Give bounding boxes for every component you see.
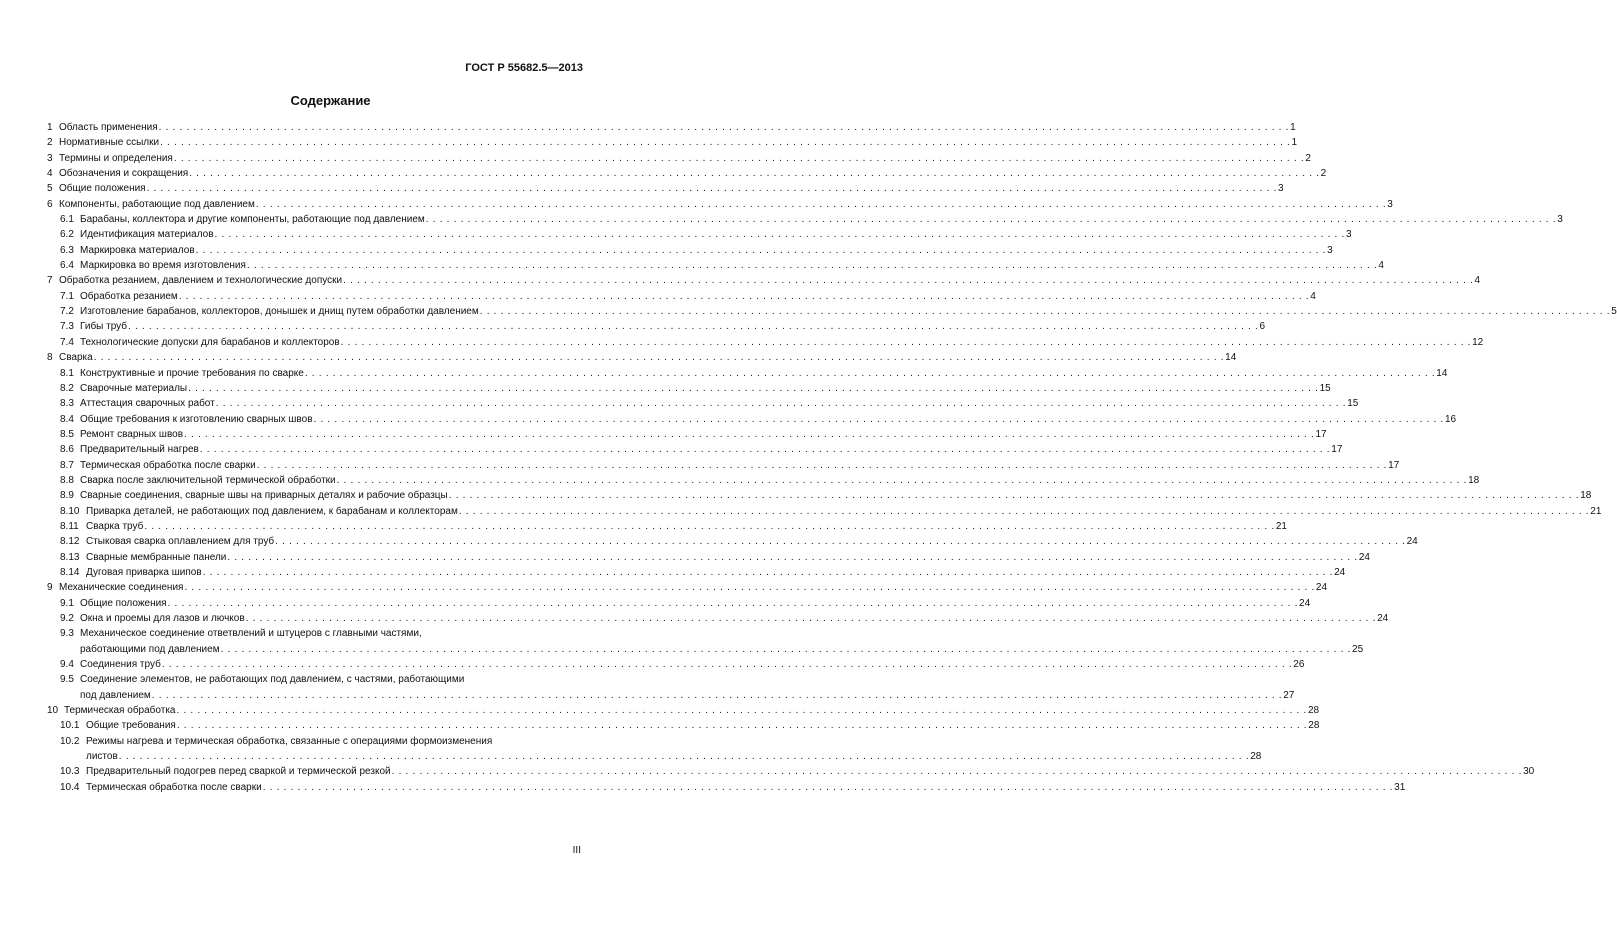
toc-entry-title: Термическая обработка после сварки [80, 459, 256, 471]
toc-entry[interactable] [47, 596, 1311, 611]
toc-entry-number: 10.1 [60, 720, 80, 732]
toc-entry[interactable] [47, 611, 1389, 626]
dot-leader [147, 181, 1277, 196]
toc-entry[interactable] [47, 626, 1364, 657]
toc-entry[interactable] [47, 565, 1346, 580]
toc-entry-title: Дуговая приварка шипов [86, 566, 202, 578]
toc-entry-page: 24 [1299, 597, 1311, 609]
dot-leader [459, 504, 1589, 519]
dot-leader [203, 565, 1333, 580]
toc-entry-title: Обработка резанием [80, 290, 178, 302]
dot-leader [257, 458, 1387, 473]
toc-entry[interactable] [47, 120, 1296, 135]
toc-entry-number: 9.2 [60, 613, 74, 624]
dot-leader [314, 412, 1444, 427]
dot-leader [184, 427, 1314, 442]
toc-entry-page: 3 [1327, 244, 1333, 256]
toc-entry-title: Окна и проемы для лазов и лючков [80, 613, 245, 624]
toc-entry-number: 8.10 [60, 505, 80, 517]
toc-entry[interactable] [47, 335, 1484, 350]
dot-leader [119, 749, 1249, 764]
toc-entry-page: 28 [1250, 751, 1262, 763]
toc-entry-title: Термины и определения [59, 152, 173, 164]
dot-leader [215, 227, 1345, 242]
toc-entry-page: 30 [1523, 766, 1535, 778]
toc-entry-number: 8.11 [60, 520, 79, 532]
toc-entry-number: 8.14 [60, 566, 80, 578]
dot-leader [176, 703, 1306, 718]
toc-entry-number: 9.4 [60, 659, 74, 671]
toc-entry-number: 10.3 [60, 766, 80, 778]
toc-entry-number: 10.4 [60, 781, 80, 793]
toc-entry-number: 7.1 [60, 290, 74, 302]
toc-entry-title: Сварные соединения, сварные швы на приварных деталях и рабочие образцы [80, 490, 448, 502]
toc-entry[interactable] [47, 504, 1602, 519]
toc-entry-title: Предварительный подогрев перед сваркой и термической резкой [86, 766, 391, 778]
toc-entry-number: 8.8 [60, 474, 74, 486]
toc-entry-title-continued: листов [86, 751, 118, 763]
toc-entry-title: Механические соединения [59, 582, 184, 594]
toc-entry-page: 24 [1334, 566, 1346, 578]
dot-leader [174, 151, 1304, 166]
toc-entry-title: Сварка [59, 352, 93, 364]
dot-leader [189, 166, 1319, 181]
toc-entry-title: Конструктивные и прочие требования по сварке [80, 367, 304, 379]
toc-entry-number: 7 [47, 275, 53, 287]
toc-entry-title: Гибы труб [80, 321, 128, 333]
table-of-contents [47, 120, 1617, 795]
toc-entry-number: 1 [47, 122, 53, 133]
toc-entry-number: 6 [47, 198, 53, 210]
toc-entry[interactable] [47, 181, 1284, 196]
toc-entry[interactable] [47, 672, 1295, 703]
toc-entry[interactable] [47, 212, 1563, 227]
dot-leader [159, 120, 1289, 135]
toc-entry[interactable] [47, 151, 1311, 166]
toc-entry-page: 5 [1611, 306, 1617, 318]
toc-entry-title: Соединение элементов, не работающих под давлением, с частями, работающими [80, 674, 465, 686]
toc-entry-number: 8.13 [60, 551, 80, 563]
toc-entry-title: Барабаны, коллектора и другие компоненты, работающие под давлением [80, 214, 425, 226]
toc-entry-title: Сварка труб [86, 520, 144, 532]
toc-entry-page: 25 [1352, 643, 1364, 655]
toc-entry-number: 5 [47, 183, 53, 195]
toc-entry-title-continued: работающими под давлением [80, 643, 220, 655]
toc-entry-title: Стыковая сварка оплавлением для труб [86, 536, 275, 548]
toc-entry-page: 3 [1278, 183, 1284, 195]
toc-entry-number: 7.2 [60, 306, 74, 318]
toc-entry-title: Предварительный нагрев [80, 444, 199, 456]
toc-entry-title: Общие положения [59, 183, 146, 195]
toc-entry-page: 18 [1468, 474, 1480, 486]
toc-entry[interactable] [47, 734, 1262, 765]
dot-leader [263, 780, 1393, 795]
toc-entry-number: 7.3 [60, 321, 74, 333]
toc-entry-page: 27 [1283, 689, 1295, 701]
toc-entry-page: 21 [1590, 505, 1602, 517]
dot-leader [275, 534, 1405, 549]
toc-entry[interactable] [47, 243, 1333, 258]
toc-entry-page: 4 [1378, 260, 1384, 272]
toc-entry-page: 18 [1580, 490, 1592, 502]
toc-entry[interactable] [47, 166, 1327, 181]
dot-leader [305, 366, 1435, 381]
toc-entry-page: 28 [1308, 720, 1320, 732]
toc-entry-title: Компоненты, работающие под давлением [59, 198, 255, 210]
toc-entry-number: 7.4 [60, 336, 74, 348]
dot-leader [337, 473, 1467, 488]
dot-leader [188, 381, 1318, 396]
toc-entry-number: 8.5 [60, 428, 74, 440]
toc-entry-title: Приварка деталей, не работающих под давлением, к барабанам и коллекторам [86, 505, 458, 517]
toc-entry-title: Маркировка материалов [80, 244, 195, 256]
toc-entry-page: 26 [1293, 659, 1305, 671]
dot-leader [160, 135, 1290, 150]
toc-entry-title: Обозначения и сокращения [59, 168, 189, 180]
toc-entry-title: Соединения труб [80, 659, 161, 671]
toc-entry[interactable] [47, 534, 1418, 549]
toc-entry[interactable] [47, 550, 1370, 565]
toc-entry[interactable] [47, 473, 1480, 488]
toc-entry-page: 17 [1388, 459, 1400, 471]
toc-entry-page: 14 [1225, 352, 1237, 364]
toc-entry-title: Маркировка во время изготовления [80, 260, 246, 272]
toc-entry[interactable] [47, 135, 1298, 150]
toc-entry-title: Сварка после заключительной термической обработки [80, 474, 336, 486]
page-number: III [572, 845, 581, 856]
toc-entry[interactable] [47, 366, 1448, 381]
toc-entry-page: 1 [1290, 122, 1296, 133]
toc-title: Содержание [290, 93, 371, 108]
toc-entry[interactable] [47, 273, 1481, 288]
toc-entry-number: 8.9 [60, 490, 74, 502]
toc-entry-page: 1 [1291, 137, 1298, 149]
toc-entry[interactable] [47, 764, 1535, 779]
dot-leader [168, 596, 1298, 611]
toc-entry-number: 6.1 [60, 214, 74, 226]
toc-entry-number: 10 [47, 705, 59, 717]
dot-leader [179, 289, 1309, 304]
dot-leader [256, 197, 1386, 212]
toc-entry-number: 8.7 [60, 459, 74, 471]
dot-leader [227, 550, 1357, 565]
toc-entry-number: 9.1 [60, 597, 74, 609]
toc-entry-page: 4 [1310, 290, 1316, 302]
toc-entry-page: 15 [1319, 382, 1331, 394]
toc-entry-number: 8.4 [60, 413, 74, 425]
toc-entry-page: 6 [1259, 321, 1266, 333]
toc-entry-title: Термическая обработка после сварки [86, 781, 262, 793]
toc-entry[interactable] [47, 396, 1359, 411]
toc-entry-page: 21 [1275, 520, 1287, 532]
toc-entry-title: Сварные мембранные панели [86, 551, 227, 563]
toc-entry-page: 3 [1387, 198, 1393, 210]
toc-entry-page: 2 [1305, 152, 1311, 164]
toc-entry-page: 12 [1472, 336, 1484, 348]
toc-entry[interactable] [47, 304, 1617, 319]
dot-leader [392, 764, 1522, 779]
toc-entry-number: 8.6 [60, 444, 74, 456]
toc-entry-number: 3 [47, 152, 53, 164]
toc-entry-title: Термическая обработка [64, 705, 176, 717]
toc-entry-title: Обработка резанием, давлением и технологические допуски [59, 275, 343, 287]
dot-leader [480, 304, 1610, 319]
toc-entry-page: 3 [1345, 229, 1352, 241]
toc-entry-number: 9 [47, 582, 53, 594]
toc-entry-number: 6.3 [60, 244, 74, 256]
toc-entry-page: 24 [1406, 536, 1418, 548]
toc-entry[interactable] [47, 718, 1320, 733]
toc-entry-page: 14 [1436, 367, 1448, 379]
toc-entry-number: 8.3 [60, 398, 74, 410]
toc-entry-page: 28 [1307, 705, 1320, 717]
toc-entry-number: 4 [47, 168, 53, 180]
toc-entry-title: Область применения [59, 122, 158, 133]
toc-entry-title: Общие требования к изготовлению сварных швов [80, 413, 313, 425]
toc-entry-page: 24 [1358, 551, 1370, 563]
dot-leader [216, 396, 1346, 411]
toc-entry-number: 8 [47, 352, 53, 364]
toc-entry[interactable] [47, 412, 1457, 427]
toc-entry-number: 8.2 [60, 382, 74, 394]
toc-entry[interactable] [47, 258, 1384, 273]
toc-entry-page: 17 [1331, 444, 1343, 456]
dot-leader [144, 519, 1274, 534]
toc-entry-page: 15 [1347, 398, 1359, 410]
document-id: ГОСТ Р 55682.5—2013 [465, 62, 583, 74]
dot-leader [184, 580, 1314, 595]
toc-entry[interactable] [47, 381, 1331, 396]
toc-entry-title: Ремонт сварных швов [80, 428, 184, 440]
toc-entry[interactable] [47, 319, 1266, 334]
toc-entry[interactable] [47, 780, 1406, 795]
dot-leader [221, 642, 1351, 657]
toc-entry[interactable] [47, 289, 1316, 304]
toc-entry-page: 2 [1320, 168, 1327, 180]
toc-entry-title: Режимы нагрева и термическая обработка, связанные с операциями формоизменения [86, 735, 493, 747]
toc-entry-number: 9.3 [60, 628, 74, 640]
toc-entry-page: 16 [1444, 413, 1457, 425]
toc-entry[interactable] [47, 519, 1287, 534]
dot-leader [177, 718, 1307, 733]
toc-entry-page: 24 [1315, 582, 1328, 594]
toc-entry-page: 17 [1315, 428, 1327, 440]
dot-leader [343, 273, 1473, 288]
dot-leader [128, 319, 1258, 334]
toc-entry-page: 31 [1394, 781, 1406, 793]
dot-leader [247, 258, 1377, 273]
toc-entry[interactable] [47, 197, 1393, 212]
toc-entry-title: Технологические допуски для барабанов и коллекторов [80, 336, 340, 348]
toc-entry[interactable] [47, 458, 1400, 473]
toc-entry-page: 4 [1474, 275, 1481, 287]
toc-entry-number: 10.2 [60, 735, 80, 747]
toc-entry-title: Общие требования [86, 720, 176, 732]
toc-entry[interactable] [47, 442, 1343, 457]
toc-entry-title: Идентификация материалов [80, 229, 214, 241]
toc-entry-number: 6.2 [60, 229, 74, 241]
toc-entry[interactable] [47, 703, 1320, 718]
toc-entry-number: 2 [47, 137, 53, 149]
toc-entry-title: Механическое соединение ответвлений и штуцеров с главными частями, [80, 628, 422, 640]
dot-leader [94, 350, 1224, 365]
toc-entry-title-continued: под давлением [80, 689, 151, 701]
toc-entry[interactable] [47, 350, 1237, 365]
toc-entry[interactable] [47, 227, 1352, 242]
toc-entry-number: 8.1 [60, 367, 74, 379]
toc-entry[interactable] [47, 427, 1327, 442]
dot-leader [341, 335, 1471, 350]
toc-entry[interactable] [47, 657, 1305, 672]
toc-entry-number: 8.12 [60, 536, 80, 548]
dot-leader [426, 212, 1556, 227]
toc-entry-title: Нормативные ссылки [59, 137, 160, 149]
toc-entry[interactable] [47, 580, 1328, 595]
dot-leader [152, 688, 1282, 703]
toc-entry-page: 3 [1557, 214, 1563, 226]
toc-entry-number: 6.4 [60, 260, 74, 272]
toc-entry-title: Аттестация сварочных работ [80, 398, 215, 410]
toc-entry-page: 24 [1377, 613, 1389, 624]
toc-entry-title: Общие положения [80, 597, 167, 609]
toc-entry-title: Изготовление барабанов, коллекторов, донышек и днищ путем обработки давлением [80, 306, 479, 318]
toc-entry-title: Сварочные материалы [80, 382, 188, 394]
dot-leader [200, 442, 1330, 457]
dot-leader [196, 243, 1326, 258]
toc-entry[interactable] [47, 488, 1592, 503]
toc-entry-number: 9.5 [60, 674, 74, 686]
dot-leader [246, 611, 1376, 626]
dot-leader [162, 657, 1292, 672]
dot-leader [449, 488, 1579, 503]
